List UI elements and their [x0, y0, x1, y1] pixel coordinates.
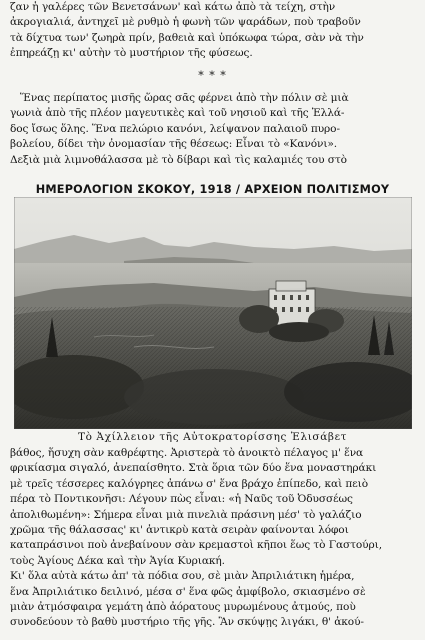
source-header: ΗΜΕΡΟΛΟΓΙΟΝ ΣΚΟΚΟΥ, 1918 / ΑΡΧΕΙΟΝ ΠΟΛΙΤΙΣΜΟΥ — [35, 183, 390, 196]
paragraph-top: ζαν ἡ γαλέρες τῶν Βενετσάνων' καὶ κάτω ἀπὸ τὰ τείχη, στὴν ἀκρογιαλιά, ἀντηχεῖ μὲ ρυθμὸ ἡ φωνὴ τῶν ψαράδων, ποὺ τραβοῦν τὰ δίχτυα των' ζωηρὰ πρίν, βαθειὰ καὶ ὑπόκωφα τώρα, σὰν νὰ τὴν ἐπηρεάζῃ κι' αὐτὴν τὸ μυστήριον τῆς φύσεως. — [10, 1, 364, 60]
image-caption: Τὸ Ἀχίλλειον τῆς Αὐτοκρατορίσσης Ἐλισάβετ — [77, 431, 348, 443]
paragraph-bottom: βάθος, ἥσυχη σὰν καθρέφτης. Ἀριστερὰ τὸ ἀνοικτὸ πέλαγος μ' ἕνα φρικίασμα σιγαλό, ἀνεπαίσθητο. Στὰ ὅρια τῶν δύο ἕνα μοναστηράκι μὲ τρεῖς τέσσερες καλόγρηες ἀπάνω σ' ἕνα βράχο ἐπίπεδο, καὶ πειὸ πέρα τὸ Ποντικονῆσι: Λέγουν πὼς εἶναι: «ἡ Ναῦς τοῦ Ὀδυσσέως ἀπολιθωμένη»: Σήμερα εἶναι μιὰ πινελιὰ πράσινη μέσ' τὸ γαλάζιο χρῶμα τῆς θάλασσας' κι' ἀντικρὺ κατὰ σειρὰν φαίνονται λόφοι καταπράσινοι ποὺ ἀνεβαίνουν σὰν κρεμαστοὶ κῆποι ἕως τὸ Γαστούρι, τοὺς Ἁγίους Δέκα καὶ τὴν Ἁγία Κυριακή. Κι' ὅλα αὐτὰ κάτω ἀπ' τὰ πόδια σου, σὲ μιὰν Ἀπριλιάτικη ἡμέρα, ἕνα Ἀπριλιάτικο δειλινό, μέσα σ' ἕνα φῶς ἀμφίβολο, σκιασμένο σὲ μιὰν ἀτμόσφαιρα γεμάτη ἀπὸ ἀόρατους μυρωμένους ἀτμούς, ποὺ συνοδεύουν τὸ βαθὺ μυστήριο τῆς γῆς. Ἂν σκύψῃς λιγάκι, θ' ἀκού- — [10, 447, 382, 629]
section-divider-asterisks: * * * — [198, 69, 227, 82]
paragraph-kanoni: Ἕνας περίπατος μισῆς ὥρας σᾶς φέρνει ἀπὸ τὴν πόλιν σὲ μιὰ γωνιὰ ἀπὸ τῆς πλέον μαγευτικὲς καὶ τοῦ νησιοῦ καὶ τῆς Ἑλλά- δος ἴσως ὅλης. Ἕνα πελώριο κανόνι, λείψανον παλαιοῦ πυρο- βολείου, δίδει τὴν ὀνομασίαν τῆς θέσεως: Εἶναι τὸ «Κανόνι». Δεξιὰ μιὰ λιμνοθάλασσα μὲ τὸ δίβαρι καὶ τὶς καλαμιές του στὸ — [10, 92, 349, 166]
achilleion-engraving-image — [14, 197, 412, 429]
